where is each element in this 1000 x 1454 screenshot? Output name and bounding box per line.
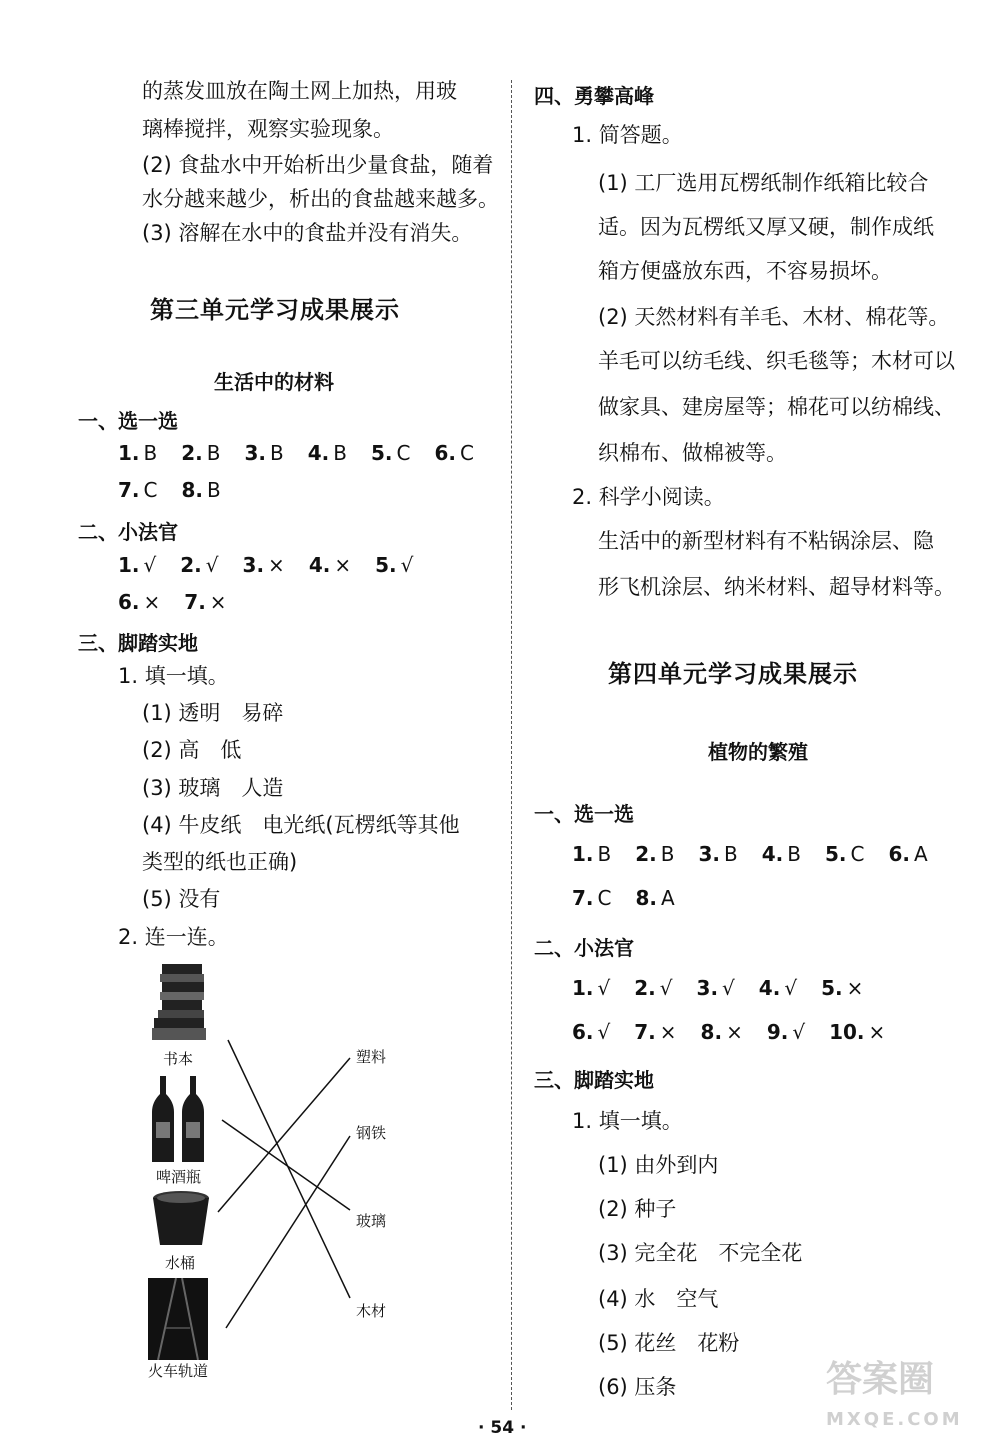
intro-line: 的蒸发皿放在陶土网上加热，用玻 [142, 79, 457, 103]
answer-number: 2. [634, 976, 656, 1000]
answer-item [634, 976, 672, 1000]
answer-number: 4. [758, 976, 781, 1000]
fill-answer: (4) 水 空气 [598, 1287, 719, 1311]
answer-value: B [143, 441, 158, 465]
answer-number: 1. [118, 553, 140, 577]
answer-row [572, 1020, 909, 1044]
answer-value: B [206, 441, 221, 465]
answer-item [829, 1020, 885, 1044]
answer-value: √ [597, 1020, 611, 1044]
question-label: 1. 填一填。 [118, 664, 229, 688]
answer-number: 1. [118, 441, 140, 465]
answer-value: C [597, 886, 612, 910]
answer-item [888, 842, 927, 866]
answer-value: B [787, 842, 801, 866]
answer-value: × [846, 976, 864, 1000]
answer-value: B [270, 441, 284, 465]
intro-line: (2) 食盐水中开始析出少量食盐，随着 [142, 153, 494, 177]
answer-value: √ [400, 553, 414, 577]
answer-value: A [914, 842, 928, 866]
answer-value: × [726, 1020, 743, 1044]
answer-number: 6. [118, 590, 140, 614]
answer-row [572, 886, 699, 910]
fill-answer: 类型的纸也正确) [142, 850, 298, 874]
answer-item [635, 886, 674, 910]
answer-number: 4. [307, 441, 330, 465]
answer-number: 10. [829, 1020, 865, 1044]
reading-line: 生活中的新型材料有不粘锅涂层、隐 [598, 529, 934, 553]
answer-number: 7. [118, 478, 140, 502]
answer-value: √ [784, 976, 798, 1000]
answer-line: 箱方便盛放东西，不容易损坏。 [598, 259, 892, 283]
item-label: 书本 [163, 1050, 194, 1068]
section-title: 四、勇攀高峰 [534, 84, 654, 108]
answer-line: 羊毛可以纺毛线、织毛毯等；木材可以 [598, 349, 955, 373]
item-label: 啤酒瓶 [156, 1168, 202, 1186]
page-number: · 54 · [478, 1418, 527, 1438]
reading-line: 形飞机涂层、纳米材料、超导材料等。 [598, 575, 955, 599]
unit-title: 第四单元学习成果展示 [608, 660, 858, 688]
answer-number: 3. [242, 553, 265, 577]
answer-value: B [660, 842, 675, 866]
answer-number: 5. [821, 976, 843, 1000]
answer-item [572, 886, 611, 910]
fill-answer: (5) 花丝 花粉 [598, 1331, 740, 1355]
answer-number: 7. [634, 1020, 656, 1044]
answer-number: 2. [635, 842, 657, 866]
answer-value: √ [722, 976, 735, 1000]
answer-number: 4. [761, 842, 784, 866]
answer-value: √ [597, 976, 611, 1000]
answer-value: × [268, 553, 285, 577]
answer-value: × [659, 1020, 677, 1044]
answer-value: C [143, 478, 158, 502]
answer-number: 5. [375, 553, 397, 577]
material-label: 木材 [356, 1302, 387, 1320]
answer-row [572, 976, 887, 1000]
answer-item [697, 976, 735, 1000]
section-title: 二、小法官 [534, 936, 634, 960]
answer-value: C [396, 441, 411, 465]
answer-value: √ [659, 976, 673, 1000]
answer-number: 8. [700, 1020, 723, 1044]
section-title: 三、脚踏实地 [534, 1068, 654, 1092]
answer-line: (1) 工厂选用瓦楞纸制作纸箱比较合 [598, 171, 929, 195]
answer-number: 3. [244, 441, 267, 465]
material-label: 塑料 [356, 1048, 387, 1066]
answer-value: × [868, 1020, 886, 1044]
answer-value: A [661, 886, 675, 910]
answer-number: 8. [181, 478, 203, 502]
answer-item [572, 976, 610, 1000]
answer-number: 3. [698, 842, 721, 866]
fill-answer: (2) 高 低 [142, 738, 242, 762]
answer-item [767, 1020, 805, 1044]
unit-title: 第三单元学习成果展示 [150, 296, 400, 324]
fill-answer: (1) 透明 易碎 [142, 701, 284, 725]
answer-row [572, 842, 952, 866]
answer-value: × [143, 590, 161, 614]
section-title: 三、脚踏实地 [78, 631, 198, 655]
answer-value: × [209, 590, 227, 614]
answer-value: B [724, 842, 738, 866]
answer-value: √ [205, 553, 219, 577]
match-line-bucket-plastic [218, 1058, 350, 1212]
item-label: 水桶 [165, 1254, 196, 1272]
intro-line: 水分越来越少，析出的食盐越来越多。 [142, 187, 499, 211]
answer-value: B [333, 441, 347, 465]
topic-title: 生活中的材料 [214, 370, 334, 394]
material-label: 钢铁 [356, 1124, 387, 1142]
answer-item [635, 842, 674, 866]
answer-number: 7. [572, 886, 594, 910]
answer-value: B [597, 842, 612, 866]
answer-number: 9. [766, 1020, 789, 1044]
answer-number: 6. [572, 1020, 594, 1044]
answer-item [762, 842, 801, 866]
question-label: 1. 简答题。 [572, 123, 683, 147]
answer-number: 6. [434, 441, 456, 465]
match-line-track-steel [226, 1136, 350, 1328]
answer-value: B [207, 478, 221, 502]
answer-line: (2) 天然材料有羊毛、木材、棉花等。 [598, 305, 950, 329]
answer-line: 织棉布、做棉被等。 [598, 441, 787, 465]
answer-value: × [334, 553, 352, 577]
answer-number: 5. [371, 441, 393, 465]
answer-item [634, 1020, 676, 1044]
answer-line: 做家具、建房屋等；棉花可以纺棉线、 [598, 395, 955, 419]
fill-answer: (3) 完全花 不完全花 [598, 1241, 803, 1265]
answer-number: 2. [181, 441, 203, 465]
answer-item [759, 976, 797, 1000]
answer-number: 5. [825, 842, 847, 866]
answer-item [699, 842, 738, 866]
answer-item [572, 1020, 610, 1044]
answer-value: √ [143, 553, 157, 577]
fill-answer: (3) 玻璃 人造 [142, 776, 284, 800]
section-title: 一、选一选 [534, 802, 634, 826]
question-label: 2. 科学小阅读。 [572, 485, 725, 509]
topic-title: 植物的繁殖 [708, 740, 808, 764]
fill-answer: (2) 种子 [598, 1197, 677, 1221]
answer-number: 8. [635, 886, 657, 910]
answer-number: 6. [888, 842, 910, 866]
answer-value: C [460, 441, 474, 465]
answer-value: √ [792, 1020, 806, 1044]
section-title: 二、小法官 [78, 520, 178, 544]
item-label: 火车轨道 [148, 1362, 209, 1380]
watermark-top: 答案圈 [826, 1359, 935, 1400]
answer-item [821, 976, 863, 1000]
fill-answer: (5) 没有 [142, 887, 221, 911]
answer-number: 7. [184, 590, 206, 614]
question-label: 1. 填一填。 [572, 1109, 683, 1133]
answer-line: 适。因为瓦楞纸又厚又硬，制作成纸 [598, 215, 934, 239]
answer-number: 1. [572, 976, 594, 1000]
answer-number: 1. [572, 842, 594, 866]
answer-item [825, 842, 864, 866]
question-label: 2. 连一连。 [118, 925, 229, 949]
answer-number: 3. [696, 976, 719, 1000]
answer-number: 2. [180, 553, 202, 577]
fill-answer: (1) 由外到内 [598, 1153, 719, 1177]
material-label: 玻璃 [356, 1212, 387, 1230]
watermark-logo [826, 1360, 986, 1440]
answer-number: 4. [308, 553, 331, 577]
intro-line: (3) 溶解在水中的食盐并没有消失。 [142, 221, 473, 245]
fill-answer: (4) 牛皮纸 电光纸(瓦楞纸等其他 [142, 813, 460, 837]
column-divider [511, 80, 512, 1410]
section-title: 一、选一选 [78, 409, 178, 433]
answer-item [701, 1020, 743, 1044]
answer-value: C [850, 842, 865, 866]
intro-line: 璃棒搅拌，观察实验现象。 [142, 117, 394, 141]
watermark-bottom: MXQE.COM [826, 1409, 963, 1430]
answer-item [572, 842, 611, 866]
fill-answer: (6) 压条 [598, 1375, 677, 1399]
